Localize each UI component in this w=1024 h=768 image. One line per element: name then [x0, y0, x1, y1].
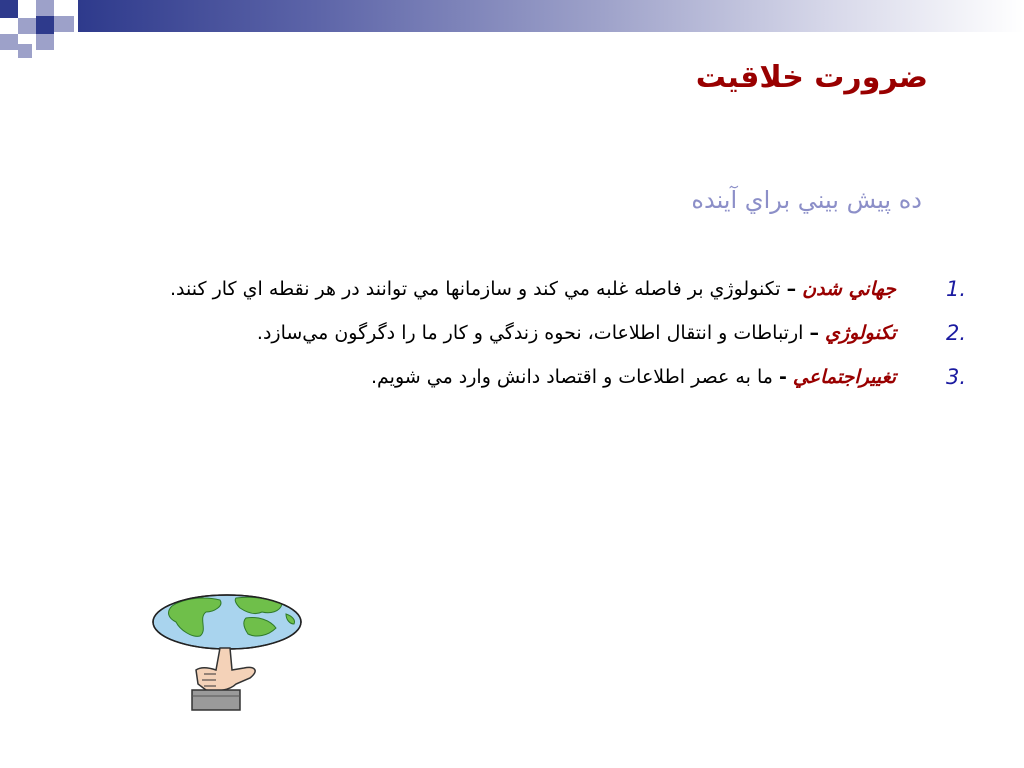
item-term: جهاني شدن — [802, 278, 896, 300]
prediction-list — [86, 270, 966, 402]
item-text: ارتباطات و انتقال اطلاعات، نحوه زندگي و كار ما را دگرگون مي‌سازد. — [256, 322, 804, 344]
deco-square — [36, 34, 54, 50]
deco-square — [54, 16, 74, 32]
header-gradient-bar — [78, 0, 1024, 32]
item-number: 3. — [945, 365, 966, 389]
deco-square — [18, 0, 36, 18]
item-term: تغييراجتماعي — [792, 366, 896, 388]
deco-square — [18, 18, 36, 34]
deco-square — [0, 34, 18, 50]
item-term: تكنولوژي — [825, 322, 896, 344]
item-separator: – — [786, 278, 797, 300]
deco-square — [54, 0, 74, 16]
slide-subtitle: ده پيش بيني براي آينده — [691, 186, 922, 214]
item-text: ما به عصر اطلاعات و اقتصاد دانش وارد مي شويم. — [371, 366, 773, 388]
item-text: تكنولوژي بر فاصله غلبه مي كند و سازمانها مي توانند در هر نقطه اي كار كنند. — [170, 278, 781, 300]
header-decoration — [0, 0, 1024, 62]
item-number: 2. — [945, 321, 966, 345]
list-item — [86, 270, 966, 308]
item-separator: - — [778, 366, 787, 388]
item-separator: – — [809, 322, 819, 344]
globe-on-finger-icon — [150, 590, 310, 715]
deco-square — [0, 0, 18, 18]
deco-square — [36, 16, 54, 34]
list-item — [86, 314, 966, 352]
item-number: 1. — [945, 277, 966, 301]
deco-square — [0, 18, 18, 34]
list-item — [86, 358, 966, 396]
slide-title: ضرورت خلاقيت — [695, 60, 928, 95]
deco-square — [18, 44, 32, 58]
